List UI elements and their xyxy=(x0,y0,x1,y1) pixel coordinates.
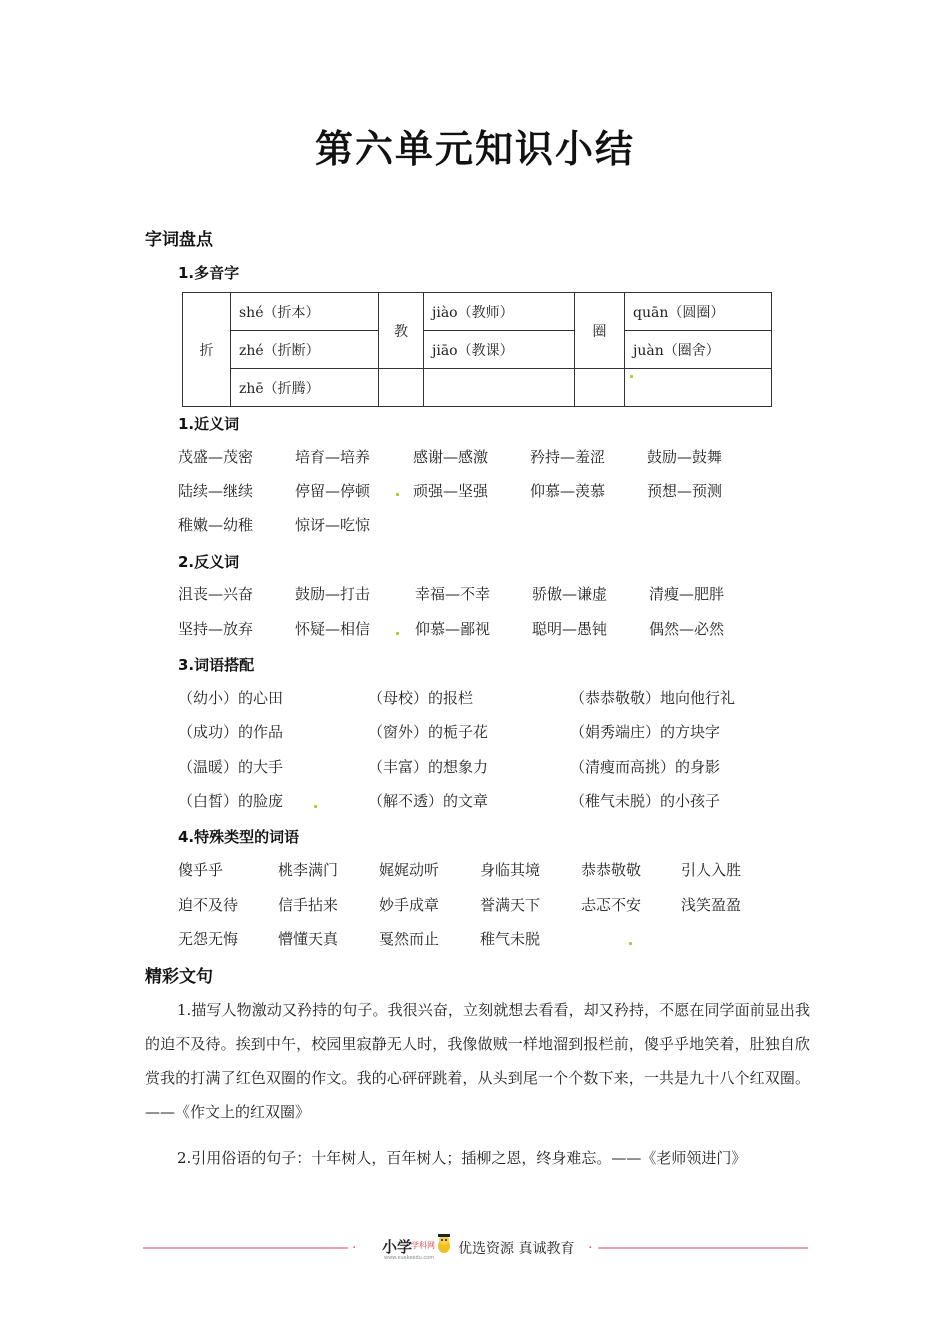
word-pair: 仰慕—羡慕 xyxy=(530,482,606,500)
collocation: （恭恭敬敬）地向他行礼 xyxy=(570,689,736,707)
collocation: （母校）的报栏 xyxy=(368,689,474,707)
poly-empty-cell xyxy=(424,369,575,407)
word-pair: 培育—培养 xyxy=(295,448,371,466)
poly-reading: zhé（折断） xyxy=(231,331,379,369)
footer-slogan: 优选资源 真诚教育 xyxy=(458,1241,575,1257)
collocation: （稚气未脱）的小孩子 xyxy=(570,792,721,810)
idiom: 戛然而止 xyxy=(379,930,440,948)
idiom: 恭恭敬敬 xyxy=(581,861,642,879)
antonyms-heading: 2.反义词 xyxy=(178,553,240,571)
collocation: （娟秀端庄）的方块字 xyxy=(570,723,721,741)
special-words-heading: 4.特殊类型的词语 xyxy=(178,828,300,846)
poly-reading: zhē（折腾） xyxy=(231,369,379,407)
idiom: 妙手成章 xyxy=(379,896,440,914)
poly-char-jiao: 教 xyxy=(379,293,424,369)
idiom: 信手拈来 xyxy=(278,896,339,914)
word-pair: 沮丧—兴奋 xyxy=(178,585,254,603)
word-pair: 茂盛—茂密 xyxy=(178,448,254,466)
word-pair: 稚嫩—幼稚 xyxy=(178,516,254,534)
idiom: 忐忑不安 xyxy=(581,896,642,914)
poly-reading: jiāo（教课） xyxy=(424,331,575,369)
idiom: 迫不及待 xyxy=(178,896,239,914)
scan-speck xyxy=(396,632,399,635)
footer-logo-small: 学科网 xyxy=(411,1241,435,1250)
word-pair: 坚持—放弃 xyxy=(178,620,254,638)
mascot-logo-icon xyxy=(435,1232,453,1254)
scan-speck xyxy=(396,493,399,496)
footer-line-right xyxy=(598,1247,808,1249)
page-title: 第六单元知识小结 xyxy=(314,127,635,171)
footer-line-left xyxy=(143,1247,348,1249)
poly-reading: shé（折本） xyxy=(231,293,379,331)
idiom: 稚气未脱 xyxy=(480,930,541,948)
idiom: 娓娓动听 xyxy=(379,861,440,879)
word-pair: 清瘦—肥胖 xyxy=(649,585,725,603)
scan-speck xyxy=(314,805,317,808)
footer-dots-left: · xyxy=(352,1240,357,1256)
poly-reading: jiào（教师） xyxy=(424,293,575,331)
sentence-paragraph: 2.引用俗语的句子：十年树人，百年树人；插柳之恩，终身难忘。——《老师领进门》 xyxy=(177,1149,747,1167)
collocation: （窗外）的栀子花 xyxy=(368,723,489,741)
word-pair: 鼓励—鼓舞 xyxy=(647,448,723,466)
word-pair: 陆续—继续 xyxy=(178,482,254,500)
idiom: 身临其境 xyxy=(480,861,541,879)
collocations-heading: 3.词语搭配 xyxy=(178,656,255,674)
idiom: 浅笑盈盈 xyxy=(681,896,742,914)
idiom: 桃李满门 xyxy=(278,861,339,879)
sentence-paragraph: 1.描写人物激动又矜持的句子。我很兴奋，立刻就想去看看，却又矜持，不愿在同学面前显出我的迫不及待。挨到中午，校园里寂静无人时，我像做贼一样地溜到报栏前，傻乎乎地笑着，肚独自欣赏我的打满了红色双圈的作文。我的心砰砰跳着，从头到尾一个个数下来，一共是九十八个红双圈。——《作文上的红双圈》 xyxy=(145,1001,810,1121)
synonyms-heading: 1.近义词 xyxy=(178,415,240,433)
collocation: （解不透）的文章 xyxy=(368,792,489,810)
idiom: 傻乎乎 xyxy=(178,861,224,879)
word-pair: 惊讶—吃惊 xyxy=(295,516,371,534)
poly-reading: quān（圆圈） xyxy=(625,293,772,331)
poly-empty-cell xyxy=(379,369,424,407)
word-pair: 偶然—必然 xyxy=(649,620,725,638)
scan-speck xyxy=(630,375,633,378)
idiom: 无怨无悔 xyxy=(178,930,239,948)
word-pair: 怀疑—相信 xyxy=(295,620,371,638)
collocation: （温暖）的大手 xyxy=(178,758,284,776)
word-pair: 停留—停顿 xyxy=(295,482,371,500)
word-pair: 骄傲—谦虚 xyxy=(532,585,608,603)
polyphones-heading: 1.多音字 xyxy=(178,264,240,282)
polyphone-table xyxy=(182,292,772,407)
word-pair: 幸福—不幸 xyxy=(415,585,491,603)
collocation: （丰富）的想象力 xyxy=(368,758,489,776)
poly-char-zhe: 折 xyxy=(183,293,231,407)
collocation: （成功）的作品 xyxy=(178,723,284,741)
poly-reading: juàn（圈舍） xyxy=(625,331,772,369)
collocation: （清瘦而高挑）的身影 xyxy=(570,758,721,776)
footer-logo-url: www.xuekeedu.com xyxy=(384,1255,435,1261)
section-heading-words: 字词盘点 xyxy=(145,230,213,250)
footer-dots-right: · xyxy=(588,1240,593,1256)
collocation: （白皙）的脸庞 xyxy=(178,792,284,810)
word-pair: 聪明—愚钝 xyxy=(532,620,608,638)
poly-empty-cell xyxy=(625,369,772,407)
word-pair: 仰慕—鄙视 xyxy=(415,620,491,638)
scan-speck xyxy=(629,942,632,945)
collocation: （幼小）的心田 xyxy=(178,689,284,707)
section-heading-sentences: 精彩文句 xyxy=(145,967,213,987)
poly-empty-cell xyxy=(575,369,625,407)
word-pair: 预想—预测 xyxy=(647,482,723,500)
footer-logo-text: 小学 xyxy=(382,1238,413,1256)
word-pair: 感谢—感激 xyxy=(413,448,489,466)
word-pair: 鼓励—打击 xyxy=(295,585,371,603)
poly-char-quan: 圈 xyxy=(575,293,625,369)
idiom: 誉满天下 xyxy=(480,896,541,914)
idiom: 引人入胜 xyxy=(681,861,742,879)
word-pair: 矜持—羞涩 xyxy=(530,448,606,466)
word-pair: 顽强—坚强 xyxy=(413,482,489,500)
idiom: 懵懂天真 xyxy=(278,930,339,948)
